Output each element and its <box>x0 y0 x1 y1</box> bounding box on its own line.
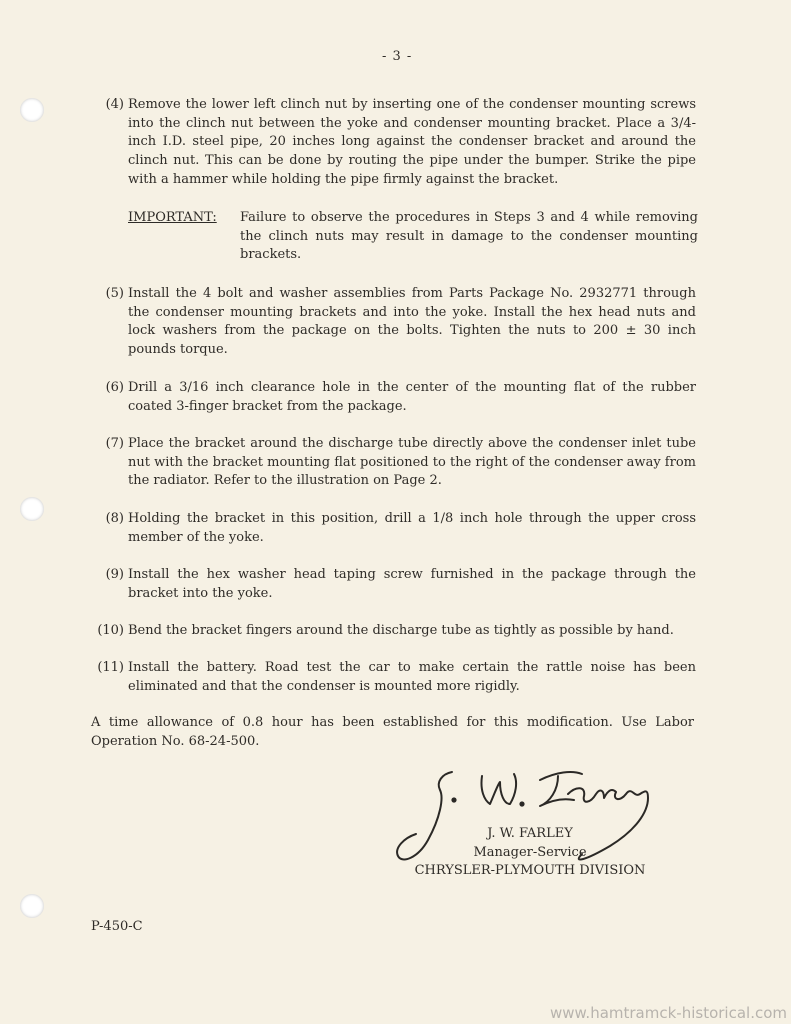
signer-name: J. W. FARLEY <box>487 826 573 841</box>
step-number: (4) <box>105 97 124 112</box>
signer-title: Manager-Service <box>473 844 587 860</box>
step-number: (7) <box>105 436 124 451</box>
form-number: P-450-C <box>91 919 143 934</box>
punch-hole-bottom <box>20 894 44 918</box>
step-text: Bend the bracket fingers around the discharge tube as tightly as possible by hand. <box>128 623 674 638</box>
step-text: Install the battery. Road test the car to make certain the rattle noise has been eliminated and that the condenser is mounted more rigidly. <box>128 660 696 694</box>
step-number: (11) <box>97 660 124 675</box>
signature-block <box>380 825 680 881</box>
page-number: - 3 - <box>382 49 413 64</box>
step-text: Drill a 3/16 inch clearance hole in the center of the mounting flat of the rubber coated 3-finger bracket from the package. <box>128 380 696 414</box>
step-text: Place the bracket around the discharge tube directly above the condenser inlet tube nut with the bracket mounting flat positioned to the right of the condenser away from the radiator. Refer to the illustration on Page 2. <box>128 436 696 489</box>
watermark-text: www.hamtramck-historical.com <box>550 1004 787 1022</box>
important-label: IMPORTANT: <box>128 210 217 225</box>
important-text: Failure to observe the procedures in Steps 3 and 4 while removing the clinch nuts may result in damage to the condenser mounting brackets. <box>240 210 698 263</box>
step-number: (10) <box>97 623 124 638</box>
step-text: Install the hex washer head taping screw furnished in the package through the bracket into the yoke. <box>128 567 696 601</box>
punch-hole-top <box>20 98 44 122</box>
punch-hole-middle <box>20 497 44 521</box>
signer-division: CHRYSLER-PLYMOUTH DIVISION <box>414 863 646 878</box>
step-text: Holding the bracket in this position, drill a 1/8 inch hole through the upper cross member of the yoke. <box>128 511 696 545</box>
step-number: (8) <box>105 511 124 526</box>
time-allowance-note: A time allowance of 0.8 hour has been established for this modification. Use Labor Operation No. 68-24-500. <box>91 715 694 749</box>
step-text: Install the 4 bolt and washer assemblies from Parts Package No. 2932771 through the condenser mounting brackets and into the yoke. Install the hex head nuts and lock washers from the package on the bolts. Tighten the nuts to 200 ± 30 inch pounds torque. <box>128 286 696 358</box>
step-number: (5) <box>105 286 124 301</box>
step-number: (9) <box>105 567 124 582</box>
step-text: Remove the lower left clinch nut by inserting one of the condenser mounting screws into the clinch nut between the yoke and condenser mounting bracket. Place a 3/4-inch I.D. steel pipe, 20 inches long against the condenser bracket and around the clinch nut. This can be done by routing the pipe under the bumper. Strike the pipe with a hammer while holding the pipe firmly against the bracket. <box>128 97 696 187</box>
step-number: (6) <box>105 380 124 395</box>
